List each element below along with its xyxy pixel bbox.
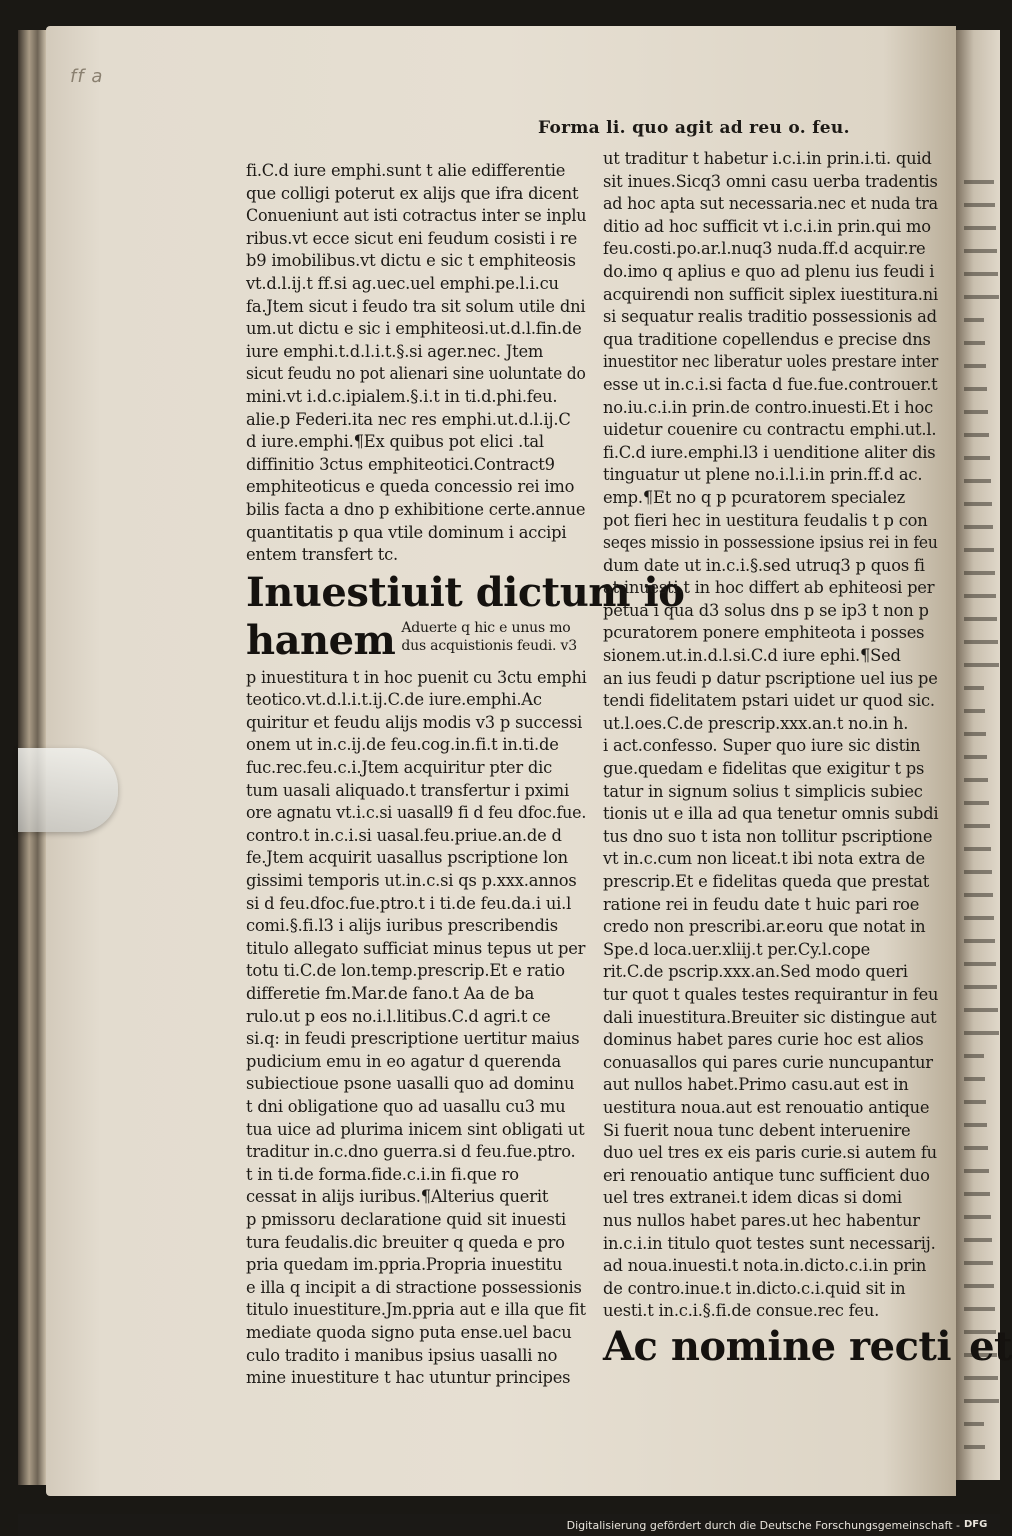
heading-gloss-line-1: Aduerte q hic e unus mo	[401, 619, 571, 636]
left-top-line: entem transfert tc.	[246, 545, 398, 565]
facing-page-text-fragment	[964, 985, 997, 989]
facing-page-text-fragment	[964, 1008, 998, 1012]
left-bottom-line: pria quedam im.ppria.Propria inuestitu	[246, 1255, 563, 1275]
facing-page-text-fragment	[964, 1215, 991, 1219]
section-heading-hanem: hanem	[246, 616, 396, 664]
left-top-line: d iure.emphi.¶Ex quibus pot elici .tal	[246, 432, 544, 452]
page-clip-holder	[18, 748, 118, 832]
left-bottom-line: differetie fm.Mar.de fano.t Aa de ba	[246, 984, 535, 1003]
facing-page-text-fragment	[964, 778, 988, 782]
left-bottom-line: comi.§.fi.l3 i alijs iuribus prescribendis	[246, 916, 558, 936]
left-top-line: Conueniunt aut isti cotractus inter se inplu	[246, 206, 587, 226]
facing-page-text-fragment	[964, 801, 989, 805]
section-heading-et: et	[969, 1322, 1012, 1370]
right-line: at inuesti.t in hoc differt ab ephiteosi per	[603, 578, 935, 598]
left-top-line: mini.vt i.d.c.ipialem.§.i.t in ti.d.phi.feu.	[246, 386, 558, 406]
right-line: rit.C.de pscrip.xxx.an.Sed modo queri	[603, 962, 908, 982]
scan-frame	[18, 0, 1012, 1536]
right-line: nus nullos habet pares.ut hec habentur	[603, 1210, 920, 1230]
left-bottom-line: titulo inuestiture.Jm.ppria aut e illa que fit	[246, 1300, 586, 1320]
facing-page-text-fragment	[964, 640, 998, 644]
facing-page-edge	[956, 30, 1000, 1480]
facing-page-text-fragment	[964, 1261, 993, 1265]
right-line: an ius feudi p datur pscriptione uel ius pe	[603, 668, 938, 688]
heading-gloss	[401, 617, 577, 655]
section-heading-ac-nomine: Ac nomine recti	[603, 1322, 952, 1370]
facing-page-text-fragment	[964, 755, 987, 759]
right-line: pot fieri hec in uestitura feudalis t p con	[603, 510, 928, 530]
heading-line-ac-nomine	[603, 1322, 1012, 1371]
left-bottom-line: pudicium emu in eo agatur d querenda	[246, 1051, 561, 1071]
left-top-line: diffinitio 3ctus emphiteotici.Contract9	[246, 454, 555, 474]
right-line: do.imo q aplius e quo ad plenu ius feudi i	[603, 261, 935, 281]
heading-line-hanem	[246, 617, 586, 665]
facing-page-text-fragment	[964, 1307, 995, 1311]
left-bottom-line: contro.t in.c.i.si uasal.feu.priue.an.de d	[246, 825, 562, 845]
right-line: petua i qua d3 solus dns p se ip3 t non p	[603, 600, 929, 620]
left-bottom-line: si d feu.dfoc.fue.ptro.t i ti.de feu.da.i ui.l	[246, 893, 572, 913]
right-line: ad noua.inuesti.t nota.in.dicto.c.i.in prin	[603, 1256, 927, 1276]
left-column-lower-text	[246, 667, 586, 1390]
facing-page-text-fragment	[964, 893, 993, 897]
right-line: ut.l.oes.C.de prescrip.xxx.an.t no.in h.	[603, 713, 909, 733]
right-line: inuestitor nec liberatur uoles prestare inter	[603, 352, 939, 372]
right-line: aut nullos habet.Primo casu.aut est in	[603, 1075, 909, 1095]
right-line: gue.quedam e fidelitas que exigitur t ps	[603, 759, 925, 779]
facing-page-text-fragment	[964, 548, 994, 552]
right-line: prescrip.Et e fidelitas queda que prestat	[603, 872, 930, 891]
facing-page-text-fragment	[964, 295, 999, 299]
right-line: credo non prescribi.ar.eoru que notat in	[603, 917, 926, 937]
left-bottom-line: traditur in.c.dno guerra.si d feu.fue.ptro.	[246, 1142, 576, 1162]
right-line: esse ut in.c.i.si facta d fue.fue.controuer.t	[603, 374, 938, 394]
right-line: uestitura noua.aut est renouatio antique	[603, 1097, 930, 1117]
facing-page-text-fragment	[964, 1238, 992, 1242]
footer-credit: Digitalisierung gefördert durch die Deutsche Forschungsgemeinschaft -	[566, 1519, 960, 1532]
right-line: acquirendi non sufficit siplex iuestitura.ni	[603, 284, 938, 304]
footer-bar	[18, 1514, 1000, 1536]
facing-page-text-fragment	[964, 732, 986, 736]
left-top-line: bilis facta a dno p exhibitione certe.annue	[246, 499, 586, 519]
left-top-line: alie.p Federi.ita nec res emphi.ut.d.l.ij.C	[246, 409, 571, 429]
facing-page-text-fragment	[964, 180, 994, 184]
right-line: in.c.i.in titulo quot testes sunt necessarij.	[603, 1233, 936, 1253]
left-top-line: quantitatis p qua vtile dominum i accipi	[246, 522, 567, 542]
left-top-line: um.ut dictu e sic i emphiteosi.ut.d.l.fin.de	[246, 319, 582, 339]
facing-page-text-fragment	[964, 686, 984, 690]
facing-page-text-fragment	[964, 709, 985, 713]
left-bottom-line: si.q: in feudi prescriptione uertitur maius	[246, 1029, 580, 1049]
facing-page-text-fragment	[964, 1192, 990, 1196]
facing-page-text-fragment	[964, 1169, 989, 1173]
left-bottom-line: mediate quoda signo puta ense.uel bacu	[246, 1322, 572, 1342]
left-bottom-line: totu ti.C.de lon.temp.prescrip.Et e ratio	[246, 961, 565, 981]
left-top-line: b9 imobilibus.vt dictu e sic t emphiteosis	[246, 251, 576, 271]
right-line: pcuratorem ponere emphiteota i posses	[603, 623, 925, 643]
left-bottom-line: culo tradito i manibus ipsius uasalli no	[246, 1345, 558, 1365]
left-bottom-line: teotico.vt.d.l.i.t.ij.C.de iure.emphi.Ac	[246, 690, 542, 710]
left-bottom-line: quiritur et feudu alijs modis v3 p successi	[246, 712, 583, 732]
left-top-line: ribus.vt ecce sicut eni feudum cosisti i re	[246, 228, 578, 248]
left-bottom-line: p pmissoru declaratione quid sit inuesti	[246, 1209, 566, 1229]
left-top-line: vt.d.l.ij.t ff.si ag.uec.uel emphi.pe.l.i.cu	[246, 273, 559, 293]
left-bottom-line: mine inuestiture t hac utuntur principes	[246, 1368, 571, 1388]
left-bottom-line: subiectioue psone uasalli quo ad dominu	[246, 1074, 575, 1094]
left-bottom-line: p inuestitura t in hoc puenit cu 3ctu emphi	[246, 667, 587, 687]
right-line: emp.¶Et no q p pcuratorem specialez	[603, 487, 906, 507]
right-line: tionis ut e illa ad qua tenetur omnis subdi	[603, 804, 939, 824]
right-line: conuasallos qui pares curie nuncupantur	[603, 1052, 933, 1072]
left-bottom-line: fuc.rec.feu.c.i.Jtem acquiritur pter dic	[246, 758, 553, 778]
right-line: uel tres extranei.t idem dicas si domi	[603, 1188, 902, 1208]
left-bottom-line: tura feudalis.dic breuiter q queda e pro	[246, 1232, 565, 1252]
facing-page-text-fragment	[964, 916, 994, 920]
left-bottom-line: cessat in alijs iuribus.¶Alterius querit	[246, 1187, 549, 1207]
right-line: uesti.t in.c.i.§.fi.de consue.rec feu.	[603, 1301, 880, 1321]
facing-page-text-fragment	[964, 1100, 986, 1104]
facing-page-text-fragment	[964, 456, 990, 460]
facing-page-text-fragment	[964, 433, 989, 437]
facing-page-text-fragment	[964, 410, 988, 414]
left-bottom-line: fe.Jtem acquirit uasallus pscriptione lon	[246, 848, 568, 868]
facing-page-text-fragment	[964, 1031, 999, 1035]
right-line: i act.confesso. Super quo iure sic distin	[603, 736, 921, 756]
right-line: de contro.inue.t in.dicto.c.i.quid sit in	[603, 1278, 906, 1298]
left-bottom-line: t in ti.de forma.fide.c.i.in fi.que ro	[246, 1164, 519, 1184]
facing-page-text-fragment	[964, 594, 996, 598]
facing-page-text-fragment	[964, 847, 991, 851]
right-line: tatur in signum solius t simplicis subiec	[603, 781, 923, 801]
facing-page-text-fragment	[964, 1077, 985, 1081]
heading-gloss-line-2: dus acquistionis feudi. v3	[401, 637, 577, 654]
facing-page-text-fragment	[964, 1376, 998, 1380]
facing-page-text-fragment	[964, 870, 992, 874]
facing-page-text-fragment	[964, 962, 996, 966]
left-top-line: emphiteoticus e queda concessio rei imo	[246, 477, 575, 497]
right-line: Spe.d loca.uer.xliij.t per.Cy.l.cope	[603, 939, 871, 959]
right-column-text	[603, 148, 938, 1323]
facing-page-text-fragment	[964, 824, 990, 828]
left-top-line: que colligi poterut ex alijs que ifra dicent	[246, 183, 579, 203]
right-line: seqes missio in possessione ipsius rei in feu	[603, 533, 938, 553]
right-line: qua traditione copellendus e precise dns	[603, 329, 931, 349]
left-top-line: iure emphi.t.d.l.i.t.§.si ager.nec. Jtem	[246, 341, 544, 361]
facing-page-text-fragment	[964, 617, 997, 621]
facing-page-text-fragment	[964, 341, 985, 345]
left-top-line: sicut feudu no pot alienari sine uoluntate do	[246, 364, 586, 384]
facing-page-text-fragment	[964, 203, 995, 207]
right-line: ad hoc apta sut necessaria.nec et nuda tra	[603, 194, 938, 214]
right-line: si sequatur realis traditio possessionis ad	[603, 307, 937, 327]
right-line: tinguatur ut plene no.i.l.i.in prin.ff.d ac.	[603, 465, 923, 485]
left-top-line: fi.C.d iure emphi.sunt t alie edifferentie	[246, 161, 566, 180]
right-line: tus dno suo t ista non tollitur pscriptione	[603, 826, 933, 846]
left-bottom-line: onem ut in.c.ij.de feu.cog.in.fi.t in.ti.de	[246, 735, 559, 755]
facing-page-text-fragment	[964, 502, 992, 506]
facing-page-text-fragment	[964, 387, 987, 391]
right-line: dum date ut in.c.i.§.sed utruq3 p quos fi	[603, 555, 925, 575]
facing-page-text-fragment	[964, 1284, 994, 1288]
right-line: sionem.ut.in.d.l.si.C.d iure ephi.¶Sed	[603, 646, 901, 666]
section-heading-inuestiuit: Inuestiuit dictum io	[246, 568, 685, 616]
facing-page-text-fragment	[964, 571, 995, 575]
left-bottom-line: tum uasali aliquado.t transfertur i pximi	[246, 780, 569, 800]
facing-page-text-fragment	[964, 939, 995, 943]
facing-page-text-fragment	[964, 479, 991, 483]
facing-page-text-fragment	[964, 318, 984, 322]
right-line: tur quot t quales testes requirantur in feu	[603, 984, 939, 1004]
left-bottom-line: rulo.ut p eos no.i.l.litibus.C.d agri.t ce	[246, 1006, 551, 1026]
right-line: Si fuerit noua tunc debent interuenire	[603, 1120, 911, 1140]
facing-page-text-fragment	[964, 226, 996, 230]
facing-page-text-fragment	[964, 1123, 987, 1127]
left-bottom-line: ore agnatu vt.i.c.si uasall9 fi d feu dfoc.fue.	[246, 803, 587, 823]
right-line: fi.C.d iure.emphi.l3 i uenditione aliter dis	[603, 442, 936, 462]
pencil-folio-mark: ff a	[70, 66, 104, 87]
left-bottom-line: t dni obligatione quo ad uasallu cu3 mu	[246, 1096, 566, 1116]
right-line: feu.costi.po.ar.l.nuq3 nuda.ff.d acquir.re	[603, 239, 926, 259]
facing-page-text-fragment	[964, 249, 997, 253]
running-head: Forma li. quo agit ad reu o. feu.	[538, 118, 850, 138]
right-text-column	[603, 148, 1012, 1373]
right-line: eri renouatio antique tunc sufficient duo	[603, 1165, 930, 1185]
right-line: ut traditur t habetur i.c.i.in prin.i.ti. quid	[603, 149, 932, 168]
right-line: dominus habet pares curie hoc est alios	[603, 1030, 924, 1050]
right-line: duo uel tres ex eis paris curie.si autem fu	[603, 1143, 937, 1163]
facing-page-text-fragment	[964, 1054, 984, 1058]
right-line: dali inuestitura.Breuiter sic distingue aut	[603, 1007, 937, 1027]
right-line: tendi fidelitatem pstari uidet ur quod sic.	[603, 691, 935, 711]
right-line: vt in.c.cum non liceat.t ibi nota extra de	[603, 849, 925, 869]
right-line: uidetur couenire cu contractu emphi.ut.l.	[603, 420, 937, 440]
right-line: sit inues.Sicq3 omni casu uerba tradentis	[603, 171, 938, 191]
facing-page-text-fragment	[964, 525, 993, 529]
left-column-upper-text	[246, 160, 586, 567]
left-bottom-line: tua uice ad plurima inicem sint obligati ut	[246, 1119, 585, 1139]
right-line: no.iu.c.i.in prin.de contro.inuesti.Et i hoc	[603, 397, 934, 417]
facing-page-text-fragment	[964, 1399, 999, 1403]
right-line: ratione rei in feudu date t huic pari roe	[603, 894, 920, 914]
facing-page-text-fragment	[964, 364, 986, 368]
left-bottom-line: gissimi temporis ut.in.c.si qs p.xxx.annos	[246, 871, 577, 891]
right-line: ditio ad hoc sufficit vt i.c.i.in prin.qui mo	[603, 216, 931, 236]
facing-page-text-fragment	[964, 1422, 984, 1426]
left-text-column	[246, 160, 685, 1390]
left-bottom-line: titulo allegato sufficiat minus tepus ut per	[246, 938, 586, 958]
facing-page-text-fragment	[964, 1146, 988, 1150]
facing-page-text-fragment	[964, 1445, 985, 1449]
dfg-logo: DFG	[964, 1519, 988, 1530]
facing-page-text-fragment	[964, 272, 998, 276]
left-bottom-line: e illa q incipit a di stractione possessionis	[246, 1277, 582, 1297]
facing-page-text-fragment	[964, 663, 999, 667]
left-top-line: fa.Jtem sicut i feudo tra sit solum utile dni	[246, 296, 586, 316]
